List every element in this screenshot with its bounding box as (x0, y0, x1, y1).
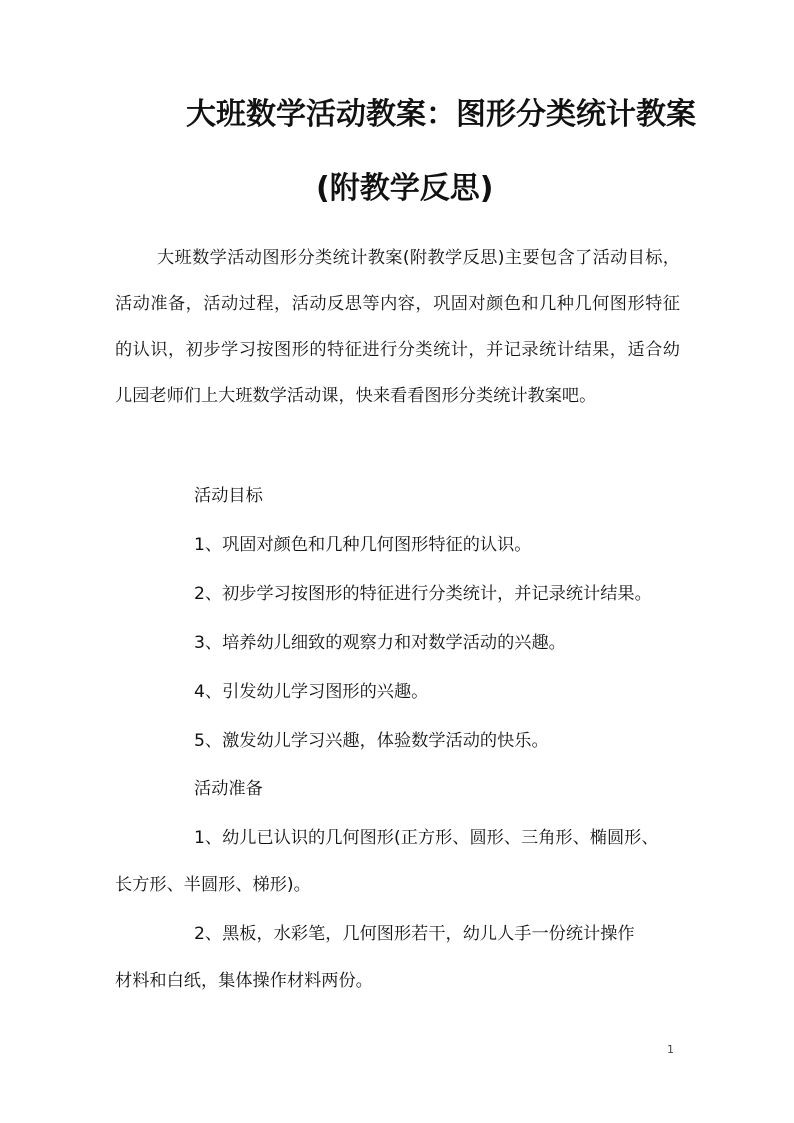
goal-item-1: 1、巩固对颜色和几种几何图形特征的认识。 (194, 535, 532, 555)
goal-item-2: 2、初步学习按图形的特征进行分类统计，并记录统计结果。 (194, 584, 652, 604)
prep-item-1-line-1: 1、幼儿已认识的几何图形(正方形、圆形、三角形、椭圆形、 (194, 828, 659, 848)
prep-item-1-line-2: 长方形、半圆形、梯形)。 (115, 875, 311, 895)
document-title-line-2: (附教学反思) (316, 171, 494, 206)
document-title-line-1: 大班数学活动教案：图形分类统计教案 (186, 97, 696, 132)
section-heading-goals: 活动目标 (194, 486, 263, 506)
goal-item-5: 5、激发幼儿学习兴趣，体验数学活动的快乐。 (194, 731, 549, 751)
page-number: 1 (667, 1043, 674, 1056)
section-heading-prep: 活动准备 (194, 779, 263, 799)
goal-item-4: 4、引发幼儿学习图形的兴趣。 (194, 682, 429, 702)
prep-item-2-line-1: 2、黑板，水彩笔，几何图形若干，幼儿人手一份统计操作 (194, 924, 635, 944)
intro-paragraph: 大班数学活动图形分类统计教案(附教学反思)主要包含了活动目标，活动准备，活动过程，活动反思等内容，巩固对颜色和几种几何图形特征的认识，初步学习按图形的特征进行分类统计，并记录统计结果，适合幼儿园老师们上大班数学活动课，快来看看图形分类统计教案吧。 (115, 248, 680, 406)
goal-item-3: 3、培养幼儿细致的观察力和对数学活动的兴趣。 (194, 633, 566, 653)
prep-item-2-line-2: 材料和白纸，集体操作材料两份。 (115, 971, 373, 991)
